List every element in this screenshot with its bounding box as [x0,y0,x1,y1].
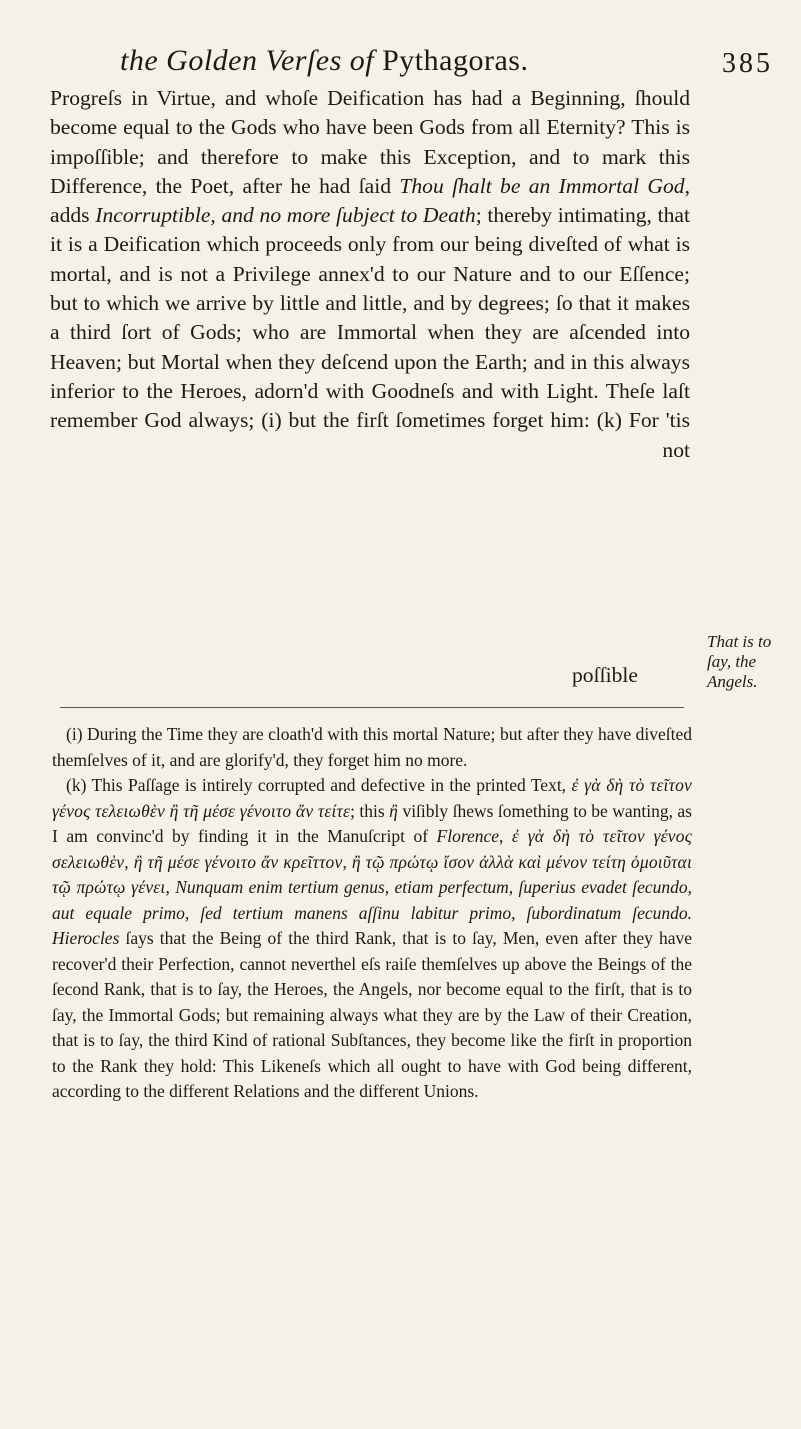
main-text-2: , adds [50,173,690,228]
catchword: poſſible [572,663,638,687]
main-text-3: ; thereby intimating, that it is a Deification which proceeds only from our being diveſted of what is mortal, and is not a Privilege annex'd to our Nature and to our Eſſence; but to which we arrive by little and little, and by degrees; ſo that it makes a third ſort of Gods; who are Immortal when they are aſcended into Heaven; but Mortal when they deſcend upon the Earth; and in this always inferior to the Heroes, adorn'd with Goodneſs and with Light. Theſe laſt remember God always; (i) but the firſt ſometimes forget him: (k) For 'tis not [50,203,690,462]
fn-k-text-5: , [165,877,176,897]
footnote-k [52,773,692,1105]
main-quote-1: Thou ſhalt be an Immortal God [399,173,685,198]
fn-k-florence: Florence [436,826,500,846]
fn-k-text-3: viſibly ſhews ſomething to be wanting, as I am convinc'd by finding it in the Manuſcript of [52,800,692,846]
footnote-i: (i) During the Time they are cloath'd with this mortal Nature; but after they have diveſted themſelves of it, and are glorify'd, they forget him no more. [52,724,692,770]
main-quote-2: Incorruptible, and no more ſubject to Death [95,203,476,228]
margin-note: That is to ſay, the Angels. [707,632,772,691]
fn-k-hierocles: Hierocles [52,928,120,948]
running-head-title: the Golden Verſes of [120,44,375,77]
fn-k-greek-2: ἢ [389,800,399,821]
footnote-rule [60,707,684,708]
fn-k-text-1: (k) This Paſſage is intirely corrupted and defective in the printed Text, [66,775,572,795]
fn-k-text-7: ſays that the Being of the third Rank, that is to ſay, Men, even after they have recover'd their Perfection, cannot neverthel eſs raiſe themſelves up above the Beings of the ſecond Rank, that is to ſay, the Heroes, the Angels, nor become equal to the firſt, that is to ſay, the Immortal Gods; but remaining always what they are by the Law of their Creation, that is to ſay, the third Kind of rational Subſtances, they become like the firſt in proportion to the Rank they hold: This Likeneſs which all ought to have with God being different, according to the different Relations and the different Unions. [52,928,692,1101]
fn-k-text-4: , [499,826,512,846]
fn-k-latin: Nunquam enim tertium genus, etiam perfectum, ſuperius evadet ſecundo, aut equale primo, ſed tertium manens aſſinu labitur primo, ſubordinatum ſecundo. [52,877,693,923]
page-number: 385 [722,48,773,79]
main-text-1: Progreſs in Virtue, and whoſe Deification has had a Beginning, ſhould become equal to the Gods who have been Gods from all Eternity? This is impoſſible; and therefore to make this Exception, and to mark this Difference, the Poet, after he had ſaid [50,86,690,198]
running-head [120,44,720,78]
fn-k-greek-1: ἐ γὰ δὴ τὸ τεῖτον γένος τελειωθὲν ἢ τῆ μέσε γένοιτο ἄν τείτε [52,775,692,821]
fn-k-text-2: ; this [350,800,390,821]
running-head-name: Pythagoras. [382,44,529,77]
fn-k-greek-3: ἐ γὰ δὴ τὸ τεῖτον γένος σελειωθὲν, ἢ τῆ μέσε γένοιτο ἄν κρεῖττον, ἢ τῷ πρώτῳ ἴσον ἀλλὰ καὶ μένον τείτη ὁμοιῦται τῷ πρώτῳ γένει [52,826,692,897]
footnotes [52,722,692,1105]
main-paragraph [50,84,690,465]
